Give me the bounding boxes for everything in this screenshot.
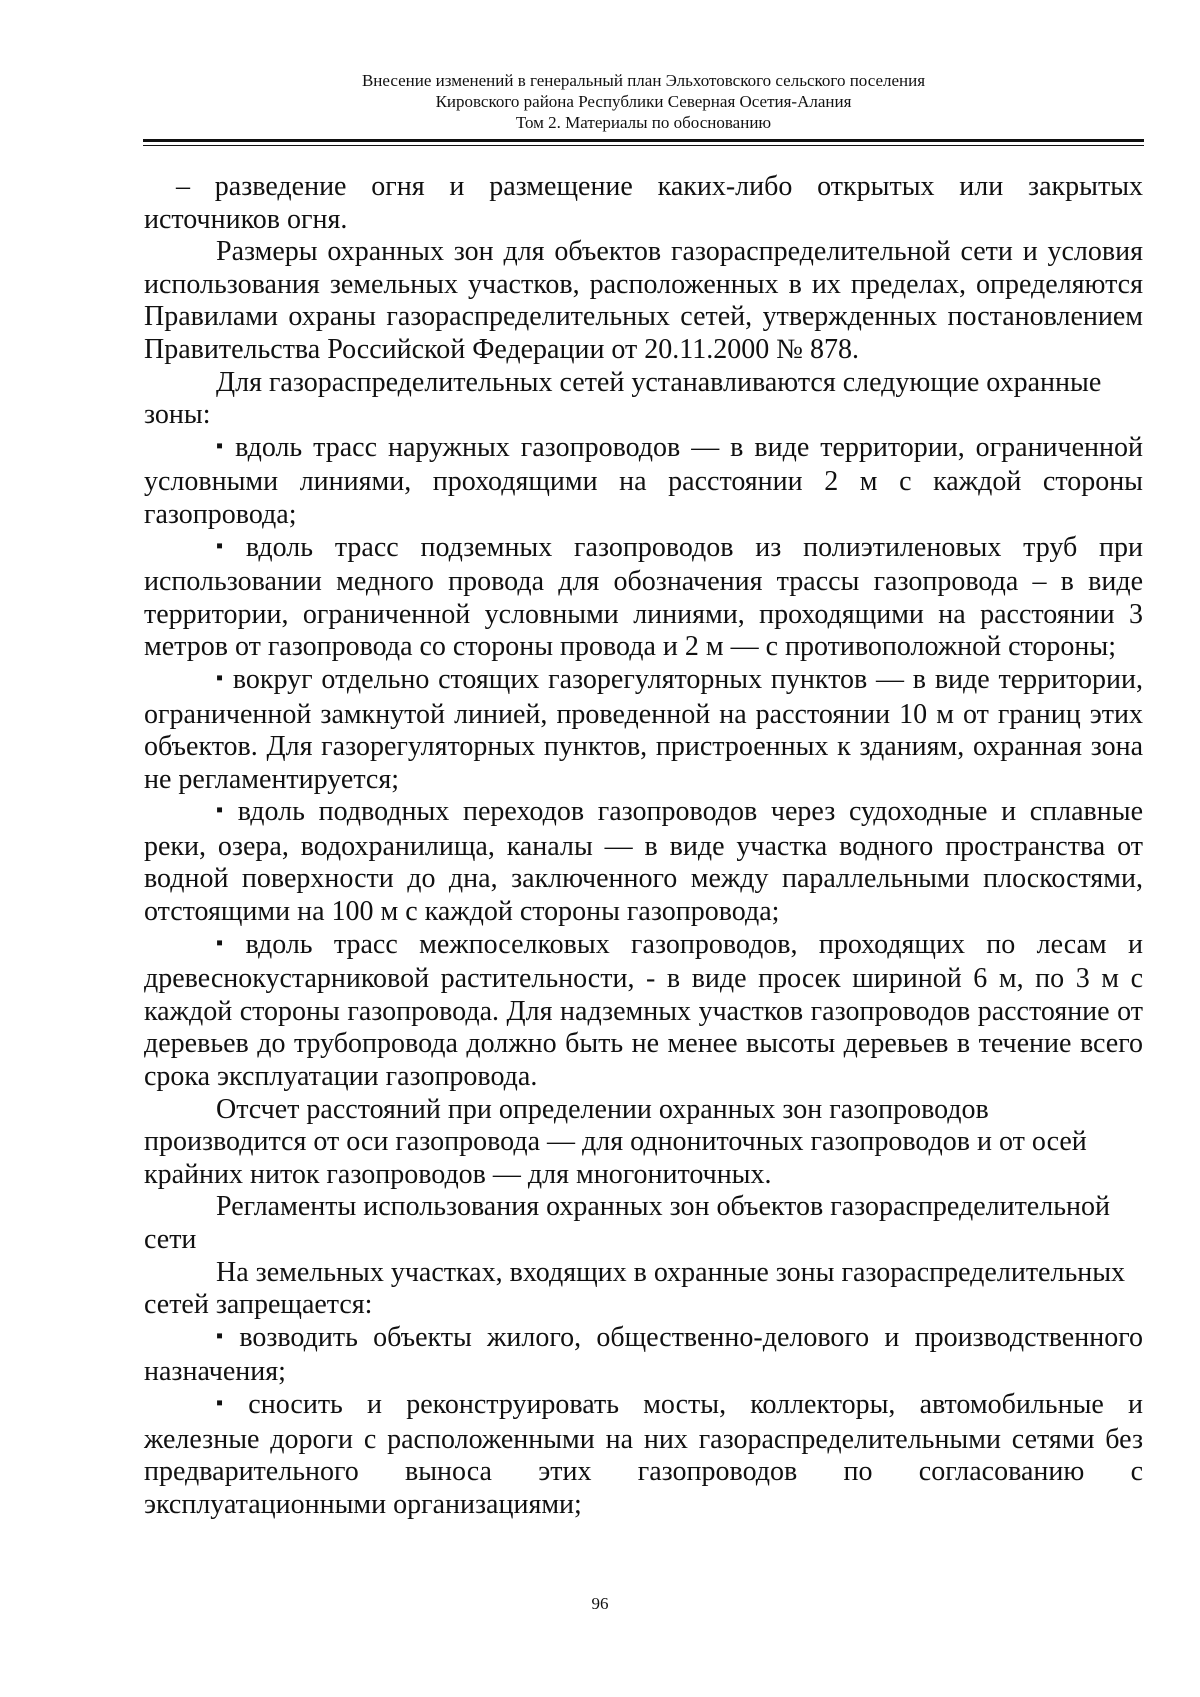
page-number: 96 [591, 1594, 609, 1613]
bullet-text: сносить и реконструировать мосты, коллекторы, автомобильные и железные дороги с расположенными на них газораспределительными сетями без предварительного выноса этих газопроводов по согласованию с эксплуатационными организациями; [144, 1388, 1143, 1520]
bullet-outdoor-pipelines [144, 432, 1143, 532]
document-body [144, 171, 1143, 1521]
header-rule-thick [143, 139, 1144, 142]
paragraph-zones-intro: Для газораспределительных сетей устанавливаются следующие охранные зоны: [144, 366, 1102, 431]
bullet-text: вдоль подводных переходов газопроводов через судоходные и сплавные реки, озера, водохранилища, каналы — в виде участка водного пространства от водной поверхности до дна, заключенного между параллельными плоскостями, отстоящими на 100 м с каждой стороны газопровода; [144, 796, 1143, 928]
bullet-construction-prohibition [144, 1322, 1143, 1389]
page-header [143, 70, 1144, 133]
bullet-icon: ▪ [216, 1391, 241, 1414]
paragraph-prohibitions-intro: На земельных участках, входящих в охранные зоны газораспределительных сетей запрещается: [144, 1256, 1126, 1321]
paragraph-fire-sources: – разведение огня и размещение каких-либо открытых или закрытых источников огня. [144, 171, 1143, 235]
bullet-text: вдоль трасс подземных газопроводов из полиэтиленовых труб при использовании медного провода для обозначения трассы газопровода – в виде территории, ограниченной условными линиями, проходящими на расстоянии 3 метров от газопровода со стороны провода и 2 м — с противоположной стороны; [144, 531, 1143, 663]
bullet-icon: ▪ [216, 666, 225, 689]
bullet-text: вокруг отдельно стоящих газорегуляторных пунктов — в виде территории, ограниченной замкнутой линией, проведенной на расстоянии 10 м от границ этих объектов. Для газорегуляторных пунктов, пристроенных к зданиям, охранная зона не регламентируется; [144, 663, 1143, 795]
bullet-underwater-crossings [144, 796, 1143, 928]
bullet-underground-pipelines [144, 532, 1143, 664]
paragraph-regulations-heading: Регламенты использования охранных зон объектов газораспределительной сети [144, 1191, 1110, 1255]
bullet-text: возводить объекты жилого, общественно-делового и производственного назначения; [144, 1321, 1143, 1388]
bullet-icon: ▪ [216, 1324, 232, 1347]
bullet-forest-pipelines [144, 929, 1143, 1094]
bullet-icon: ▪ [216, 799, 230, 822]
header-rule-thin [143, 145, 1144, 146]
bullet-icon: ▪ [216, 931, 238, 954]
bullet-regulator-points [144, 664, 1143, 796]
bullet-demolition-prohibition [144, 1389, 1143, 1521]
bullet-text: вдоль трасс межпоселковых газопроводов, проходящих по лесам и древеснокустарниковой растительности, - в виде просек шириной 6 м, по 3 м с каждой стороны газопровода. Для надземных участков газопроводов расстояние от деревьев до трубопровода должно быть не менее высоты деревьев в течение всего срока эксплуатации газопровода. [144, 928, 1143, 1093]
bullet-text: вдоль трасс наружных газопроводов — в виде территории, ограниченной условными линиями, проходящими на расстоянии 2 м с каждой стороны газопровода; [144, 431, 1144, 530]
paragraph-zone-sizes: Размеры охранных зон для объектов газораспределительной сети и условия использования земельных участков, расположенных в их пределах, определяются Правилами охраны газораспределительных сетей, утвержденных постановлением Правительства Российской Федерации от 20.11.2000 № 878. [144, 236, 1143, 365]
bullet-icon: ▪ [216, 534, 238, 557]
header-line-1: Внесение изменений в генеральный план Эльхотовского сельского поселения [361, 71, 926, 90]
header-line-3: Том 2. Материалы по обоснованию [515, 113, 772, 132]
header-line-2: Кировского района Республики Северная Осетия-Алания [435, 92, 852, 111]
bullet-icon: ▪ [216, 434, 228, 457]
paragraph-distance-measurement: Отсчет расстояний при определении охранных зон газопроводов производится от оси газопровода — для однониточных газопроводов и от осей крайних ниток газопроводов — для многониточных. [144, 1093, 1087, 1190]
